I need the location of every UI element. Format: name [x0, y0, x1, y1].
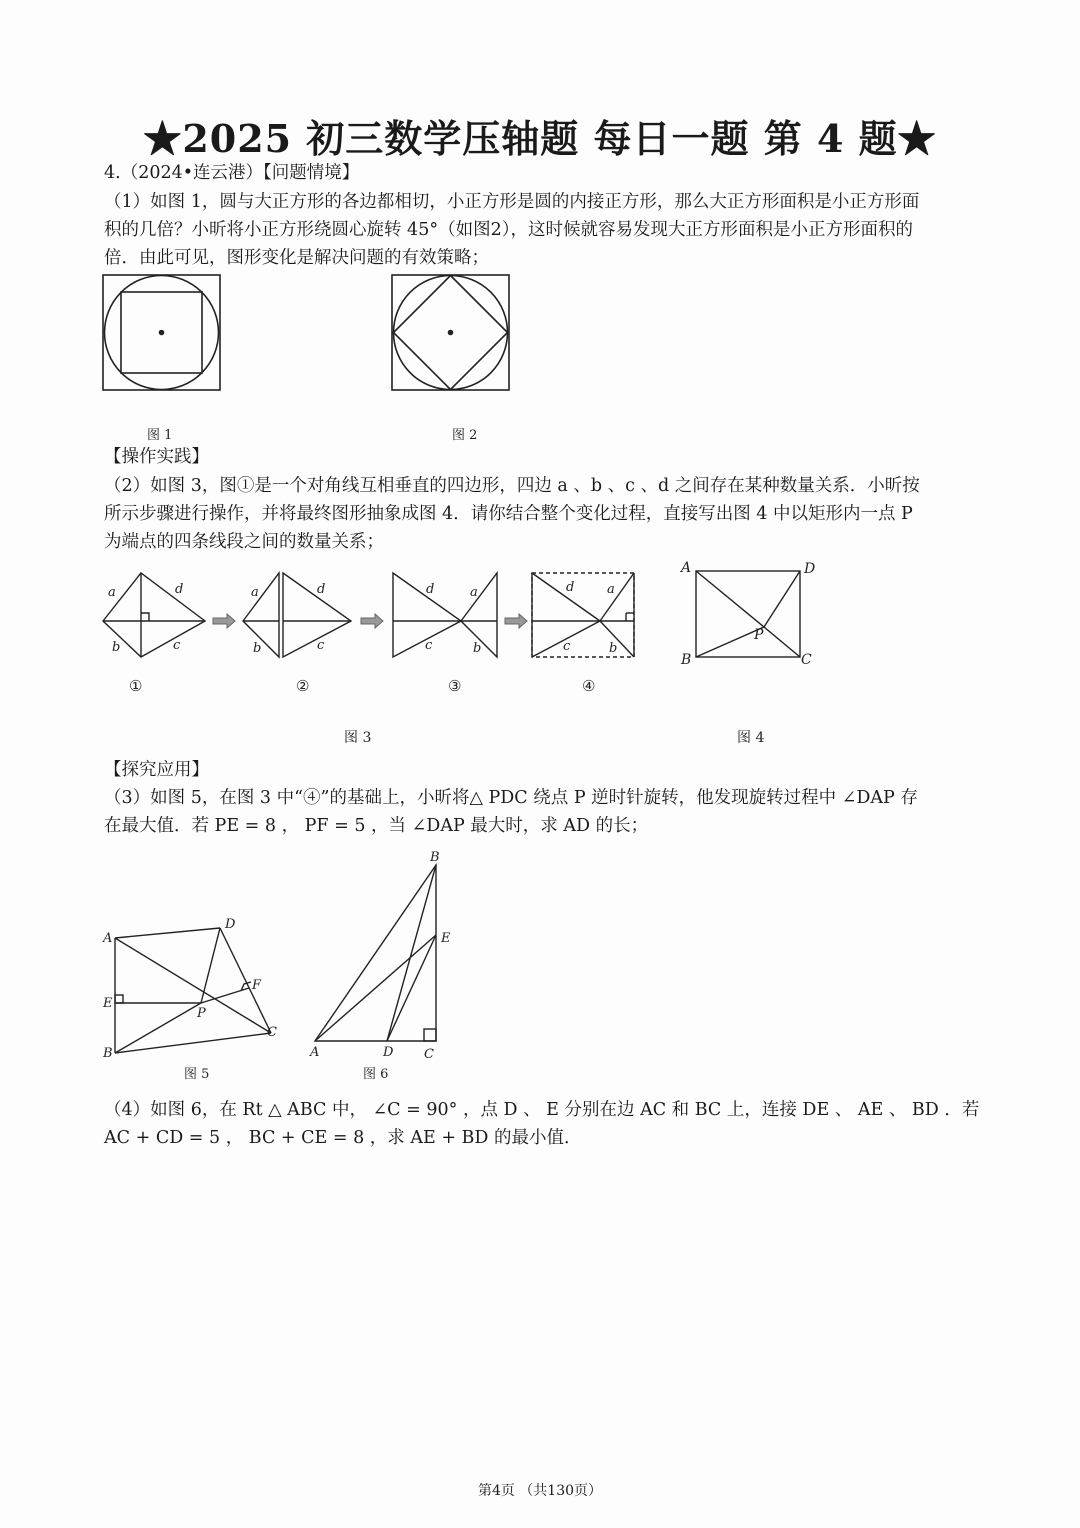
step3-label: ③ — [448, 677, 462, 695]
f5-E: E — [103, 996, 113, 1011]
part3-line1: （3）如图 5，在图 3 中“④”的基础上，小昕将△ PDC 绕点 P 逆时针旋转，他发现旋转过程中 ∠DAP 存 — [104, 788, 918, 808]
f4-P: P — [754, 627, 764, 643]
figure-1 — [103, 275, 220, 390]
page-footer: 第4页 （共130页） — [477, 1483, 603, 1499]
figure-2 — [392, 275, 509, 390]
step2-label: ② — [296, 677, 310, 695]
f5-F: F — [252, 978, 262, 993]
s1-c: c — [173, 638, 181, 653]
problem-header: 4.（2024•连云港）【问题情境】 — [104, 163, 360, 183]
part1-line3: 倍．由此可见，图形变化是解决问题的有效策略； — [104, 248, 489, 268]
s2-b: b — [253, 641, 262, 656]
s3-d: d — [426, 582, 435, 597]
s3-b: b — [473, 641, 482, 656]
s3-a: a — [470, 585, 478, 600]
f5-A: A — [103, 931, 113, 946]
f6-C: C — [424, 1047, 434, 1062]
s4-a: a — [607, 582, 615, 597]
s4-d: d — [566, 580, 575, 595]
s4-c: c — [563, 639, 571, 654]
f4-C: C — [801, 652, 812, 668]
figure-5 — [115, 928, 271, 1053]
fig5-caption: 图 5 — [184, 1067, 210, 1082]
f6-A: A — [310, 1045, 320, 1060]
section-operation: 【操作实践】 — [104, 447, 209, 467]
part1-line1: （1）如图 1，圆与大正方形的各边都相切，小正方形是圆的内接正方形，那么大正方形面积是小正方形面 — [104, 192, 920, 212]
part4-line1: （4）如图 6，在 Rt △ ABC 中， ∠C = 90° ，点 D 、 E 分别在边 AC 和 BC 上，连接 DE 、 AE 、 BD ．若 — [104, 1100, 980, 1120]
f5-D: D — [225, 917, 236, 932]
part3-line2: 在最大值．若 PE = 8 ， PF = 5 ，当 ∠DAP 最大时，求 AD 的长； — [104, 816, 649, 836]
fig3-caption: 图 3 — [344, 730, 372, 746]
fig4-caption: 图 4 — [737, 730, 765, 746]
s2-a: a — [251, 585, 259, 600]
part2-line3: 为端点的四条线段之间的数量关系； — [104, 532, 384, 552]
f6-D: D — [383, 1045, 394, 1060]
part4-line2: AC + CD = 5 ， BC + CE = 8 ，求 AE + BD 的最小值． — [104, 1128, 582, 1148]
f6-B: B — [430, 850, 440, 865]
s1-b: b — [112, 640, 121, 655]
s2-c: c — [317, 638, 325, 653]
s2-d: d — [317, 582, 326, 597]
step3-split — [393, 573, 497, 657]
step1-label: ① — [129, 677, 143, 695]
section-application: 【探究应用】 — [104, 760, 209, 780]
part2-line1: （2）如图 3，图①是一个对角线互相垂直的四边形，四边 a 、b 、c 、d 之间存在某种数量关系．小昕按 — [104, 476, 920, 496]
f4-A: A — [681, 560, 692, 576]
s3-c: c — [425, 638, 433, 653]
f6-E: E — [441, 931, 451, 946]
page-title: ★2025 初三数学压轴题 每日一题 第 4 题★ — [143, 116, 937, 161]
step4-rectangle — [532, 573, 634, 657]
s1-d: d — [175, 582, 184, 597]
figure-6 — [315, 865, 436, 1041]
f4-D: D — [804, 561, 816, 577]
part2-line2: 所示步骤进行操作，并将最终图形抽象成图 4．请你结合整个变化过程，直接写出图 4 中以矩形内一点 P — [104, 504, 913, 524]
figures-3-4 — [95, 555, 840, 755]
f5-C: C — [267, 1025, 277, 1040]
fig1-caption: 图 1 — [147, 428, 173, 443]
arrow-3 — [505, 614, 527, 628]
figures-5-6 — [95, 845, 475, 1090]
s1-a: a — [108, 585, 116, 600]
figure-4-rectangle — [696, 571, 800, 657]
part1-line2: 积的几倍？小昕将小正方形绕圆心旋转 45°（如图2），这时候就容易发现大正方形面积是小正方形面积的 — [104, 220, 913, 240]
figures-1-2 — [95, 265, 535, 450]
arrow-2 — [361, 614, 383, 628]
f5-B: B — [103, 1046, 113, 1061]
step4-label: ④ — [582, 677, 596, 695]
s4-b: b — [609, 641, 618, 656]
fig2-caption: 图 2 — [452, 428, 478, 443]
f5-P: P — [197, 1006, 206, 1021]
arrow-1 — [213, 614, 235, 628]
fig6-caption: 图 6 — [363, 1067, 389, 1082]
f4-B: B — [681, 652, 692, 668]
